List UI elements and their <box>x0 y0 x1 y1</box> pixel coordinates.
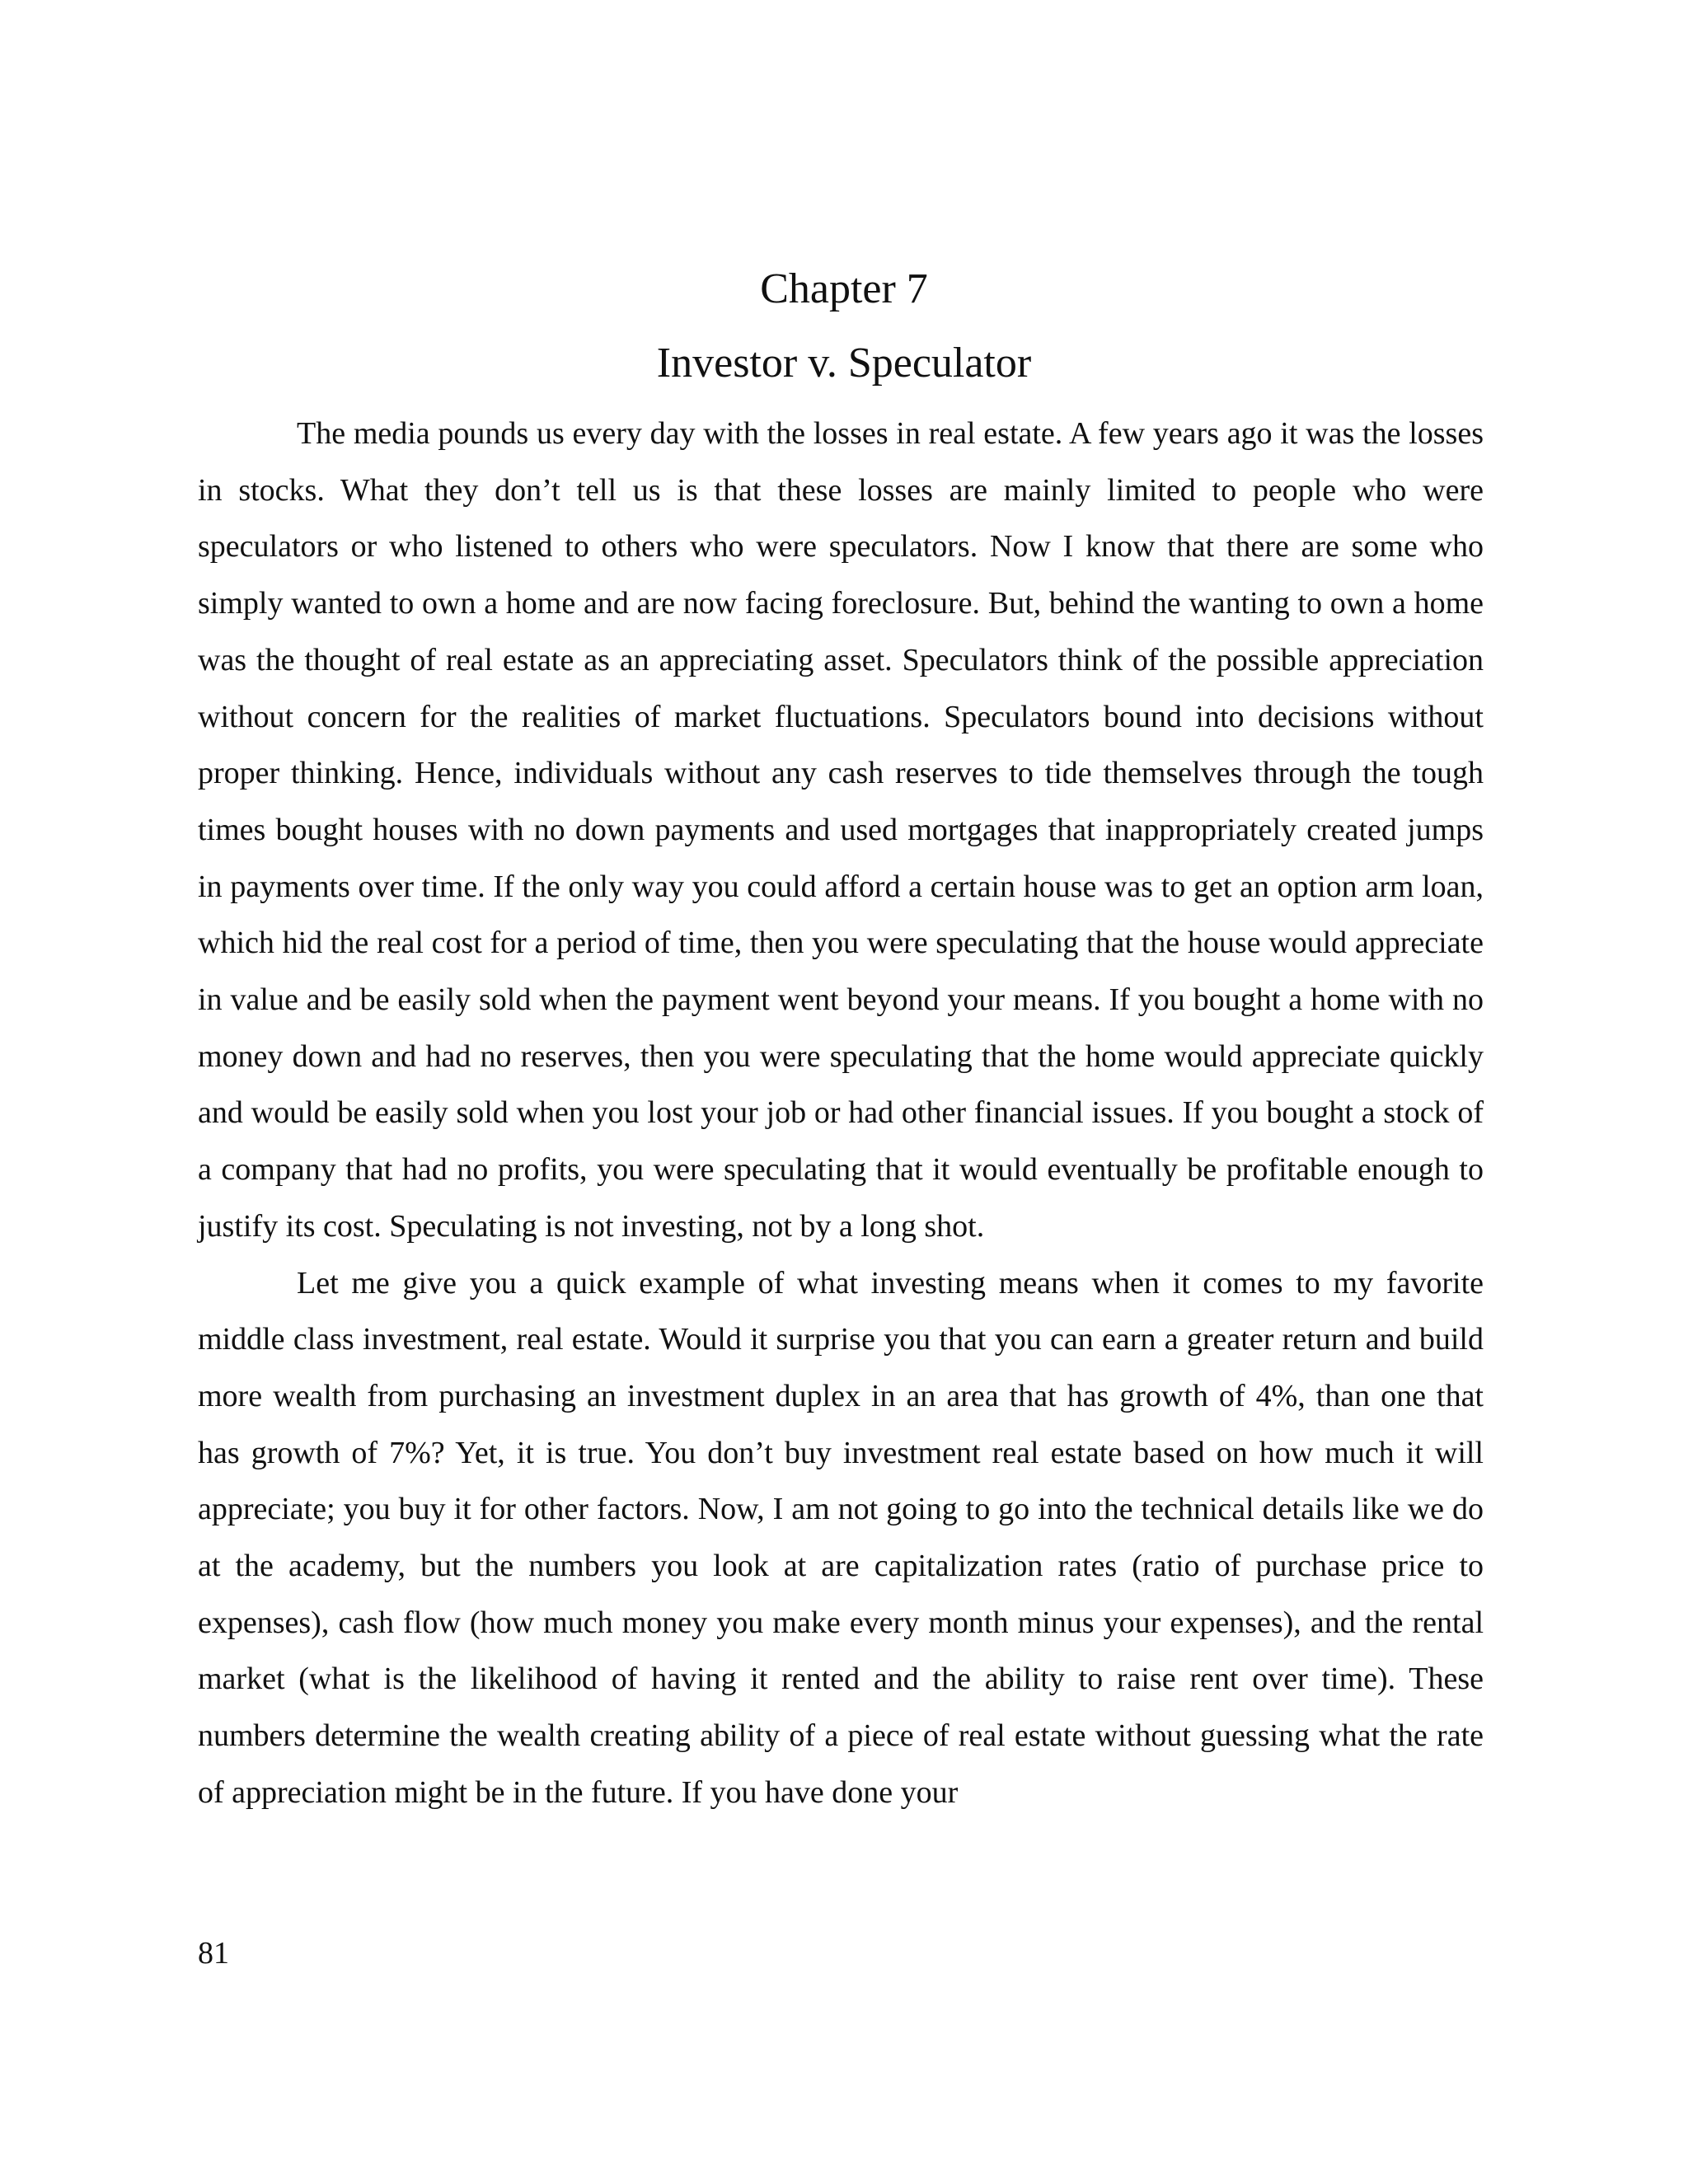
paragraph-1: The media pounds us every day with the losses in real estate. A few years ago it was the losses in stocks. What they don’t tell us is that these losses are mainly limited to people who were speculators or who listened to others who were speculators. Now I know that there are some who simply wanted to own a home and are now facing foreclosure. But, behind the wanting to own a home was the thought of real estate as an appreciating asset. Speculators think of the possible appreciation without concern for the realities of market fluctuations. Speculators bound into decisions without proper thinking. Hence, individuals without any cash reserves to tide themselves through the tough times bought houses with no down payments and used mortgages that inappropriately created jumps in payments over time. If the only way you could afford a certain house was to get an option arm loan, which hid the real cost for a period of time, then you were speculating that the house would appreciate in value and be easily sold when the payment went beyond your means. If you bought a home with no money down and had no reserves, then you were speculating that the home would appreciate quickly and would be easily sold when you lost your job or had other financial issues. If you bought a stock of a company that had no profits, you were speculating that it would eventually be profitable enough to justify its cost. Speculating is not investing, not by a long shot. <box>198 416 1484 1244</box>
chapter-title: Investor v. Speculator <box>656 340 1032 387</box>
chapter-number: Chapter 7 <box>760 265 928 312</box>
body-text <box>198 405 1484 1821</box>
page-number: 81 <box>198 1936 229 1971</box>
paragraph-2: Let me give you a quick example of what investing means when it comes to my favorite middle class investment, real estate. Would it surprise you that you can earn a greater return and build more wealth from purchasing an investment duplex in an area that has growth of 4%, than one that has growth of 7%? Yet, it is true. You don’t buy investment real estate based on how much it will appreciate; you buy it for other factors. Now, I am not going to go into the technical details like we do at the academy, but the numbers you look at are capitalization rates (ratio of purchase price to expenses), cash flow (how much money you make every month minus your expenses), and the rental market (what is the likelihood of having it rented and the ability to raise rent over time). These numbers determine the wealth creating ability of a piece of real estate without guessing what the rate of appreciation might be in the future. If you have done your <box>198 1265 1484 1810</box>
